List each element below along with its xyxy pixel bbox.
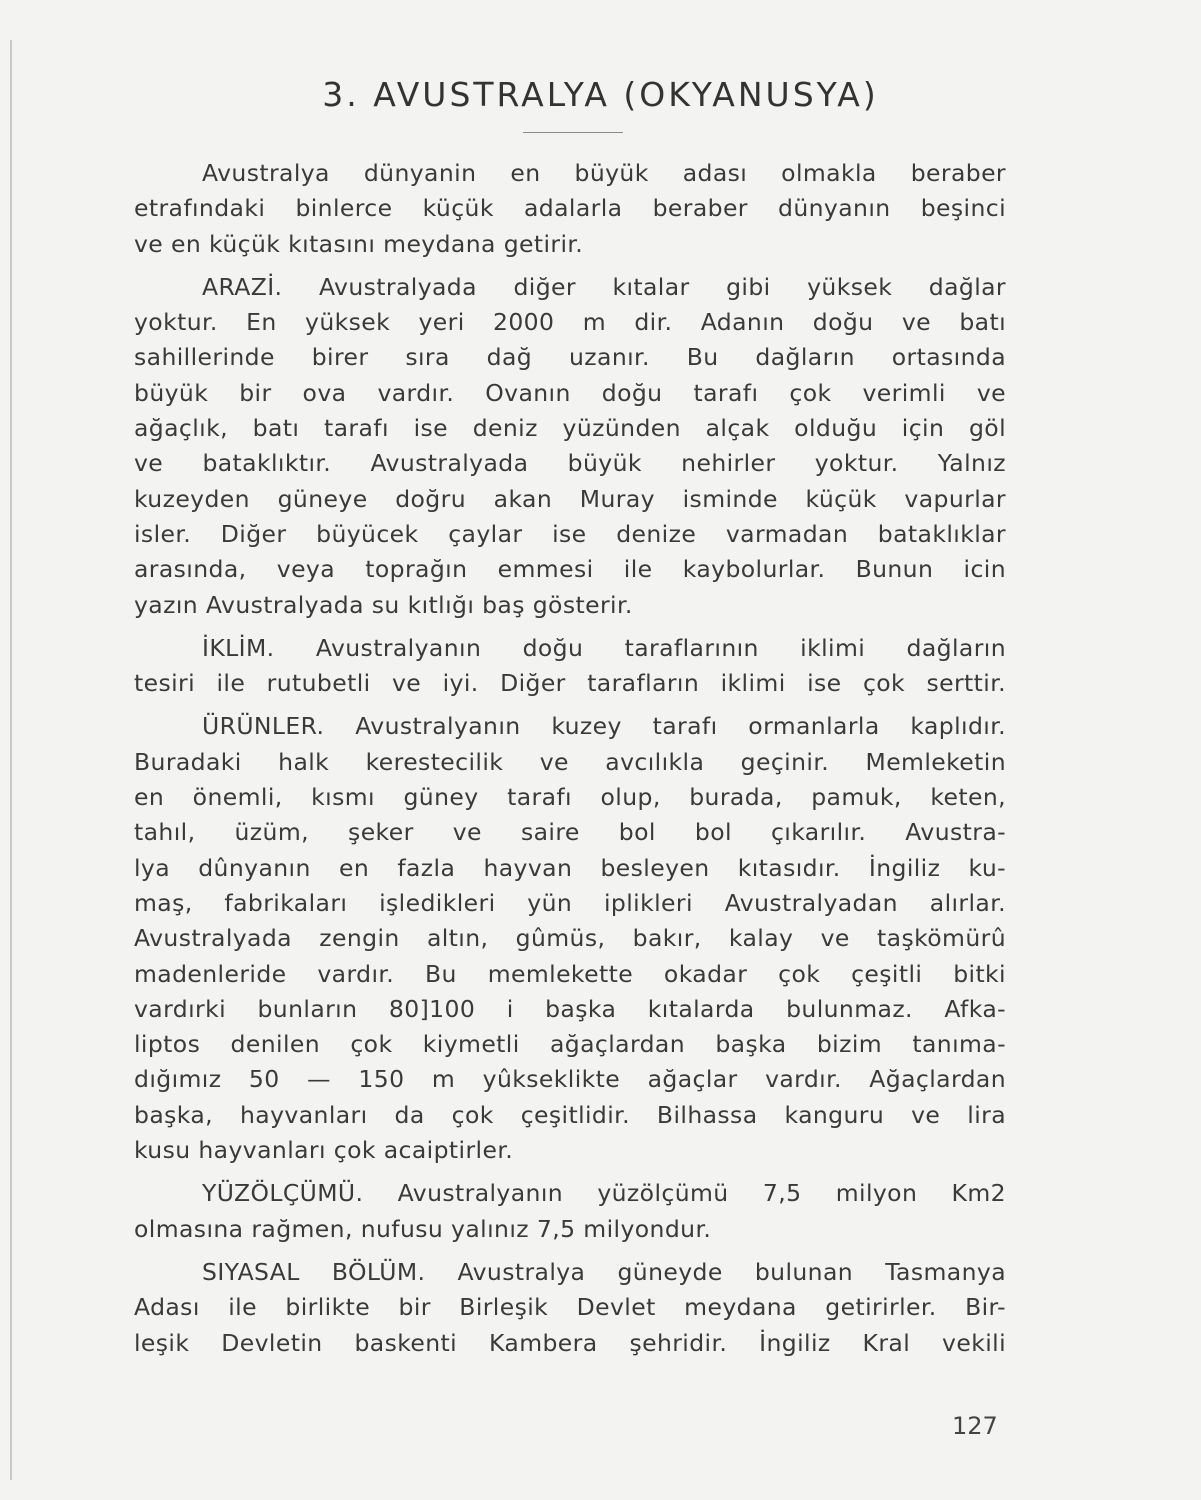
paragraph-yuzolcumu bbox=[134, 1176, 1006, 1247]
page-edge bbox=[10, 40, 12, 1480]
paragraph-siyasal-bolum bbox=[134, 1255, 1006, 1361]
text-line: isler. Diğer büyücek çaylar ise denize varmadan bataklıklar bbox=[134, 519, 1006, 548]
text-line: Avustralyada zengin altın, gûmüs, bakır, kalay ve taşkömürû bbox=[134, 924, 1006, 953]
text-line: maş, fabrikaları işledikleri yün iplikleri Avustralyadan alırlar. bbox=[134, 888, 1006, 917]
paragraph-urunler bbox=[134, 709, 1006, 1168]
text-line: SIYASAL BÖLÜM. Avustralya güneyde bulunan Tasmanya bbox=[202, 1257, 1006, 1286]
text-line: Buradaki halk kerestecilik ve avcılıkla geçinir. Memleketin bbox=[134, 747, 1006, 776]
text-line: ve bataklıktır. Avustralyada büyük nehirler yoktur. Yalnız bbox=[134, 449, 1006, 478]
text-line: etrafındaki binlerce küçük adalarla beraber dünyanın beşinci bbox=[134, 194, 1006, 223]
text-line: yoktur. En yüksek yeri 2000 m dir. Adanın doğu ve batı bbox=[134, 308, 1006, 337]
text-line: ağaçlık, batı tarafı ise deniz yüzünden alçak olduğu için göl bbox=[134, 414, 1006, 443]
text-line: ÜRÜNLER. Avustralyanın kuzey tarafı ormanlarla kaplıdır. bbox=[202, 712, 1006, 741]
title-divider bbox=[523, 132, 623, 133]
text-line: madenleride vardır. Bu memlekette okadar çok çeşitli bitki bbox=[134, 959, 1006, 988]
text-line: YÜZÖLÇÜMÜ. Avustralyanın yüzölçümü 7,5 milyon Km2 bbox=[202, 1179, 1006, 1208]
text-line: tahıl, üzüm, şeker ve saire bol bol çıkarılır. Avustra- bbox=[134, 818, 1006, 847]
text-line: ve en küçük kıtasını meydana getirir. bbox=[134, 229, 584, 258]
text-line: büyük bir ova vardır. Ovanın doğu tarafı çok verimli ve bbox=[134, 378, 1006, 407]
text-line: kusu hayvanları çok acaiptirler. bbox=[134, 1136, 514, 1165]
text-line: leşik Devletin baskenti Kambera şehridir. İngiliz Kral vekili bbox=[134, 1328, 1006, 1357]
text-line: vardırki bunların 80]100 i başka kıtalarda bulunmaz. Afka- bbox=[134, 994, 1006, 1023]
text-line: arasında, veya toprağın emmesi ile kaybolurlar. Bunun icin bbox=[134, 555, 1006, 584]
text-line: Adası ile birlikte bir Birleşik Devlet meydana getirirler. Bir- bbox=[134, 1293, 1006, 1322]
page-number: 127 bbox=[952, 1412, 998, 1440]
text-line: ARAZİ. Avustralyada diğer kıtalar gibi yüksek dağlar bbox=[202, 272, 1006, 301]
text-line: en önemli, kısmı güney tarafı olup, burada, pamuk, keten, bbox=[134, 783, 1006, 812]
text-line: başka, hayvanları da çok çeşitlidir. Bilhassa kanguru ve lira bbox=[134, 1100, 1006, 1129]
text-line: tesiri ile rutubetli ve iyi. Diğer tarafların iklimi ise çok serttir. bbox=[134, 669, 1006, 698]
text-line: İKLİM. Avustralyanın doğu taraflarının iklimi dağların bbox=[202, 633, 1006, 662]
text-line: sahillerinde birer sıra dağ uzanır. Bu dağların ortasında bbox=[134, 343, 1006, 372]
page-body bbox=[134, 156, 1006, 1361]
paragraph-arazi bbox=[134, 270, 1006, 623]
text-line: lya dûnyanın en fazla hayvan besleyen kıtasıdır. İngiliz ku- bbox=[134, 853, 1006, 882]
text-line: Avustralya dünyanin en büyük adası olmakla beraber bbox=[202, 159, 1006, 187]
text-line: kuzeyden güneye doğru akan Muray isminde küçük vapurlar bbox=[134, 484, 1006, 513]
text-line: liptos denilen çok kiymetli ağaçlardan başka bizim tanıma- bbox=[134, 1030, 1006, 1059]
text-line: dığımız 50 — 150 m yûkseklikte ağaçlar vardır. Ağaçlardan bbox=[134, 1065, 1006, 1094]
text-line: yazın Avustralyada su kıtlığı baş gösterir. bbox=[134, 590, 633, 619]
text-line: olmasına rağmen, nufusu yalınız 7,5 milyondur. bbox=[134, 1214, 712, 1243]
page-title: 3. AVUSTRALYA (OKYANUSYA) bbox=[322, 75, 879, 114]
paragraph-iklim bbox=[134, 631, 1006, 702]
paragraph-intro bbox=[134, 156, 1006, 262]
